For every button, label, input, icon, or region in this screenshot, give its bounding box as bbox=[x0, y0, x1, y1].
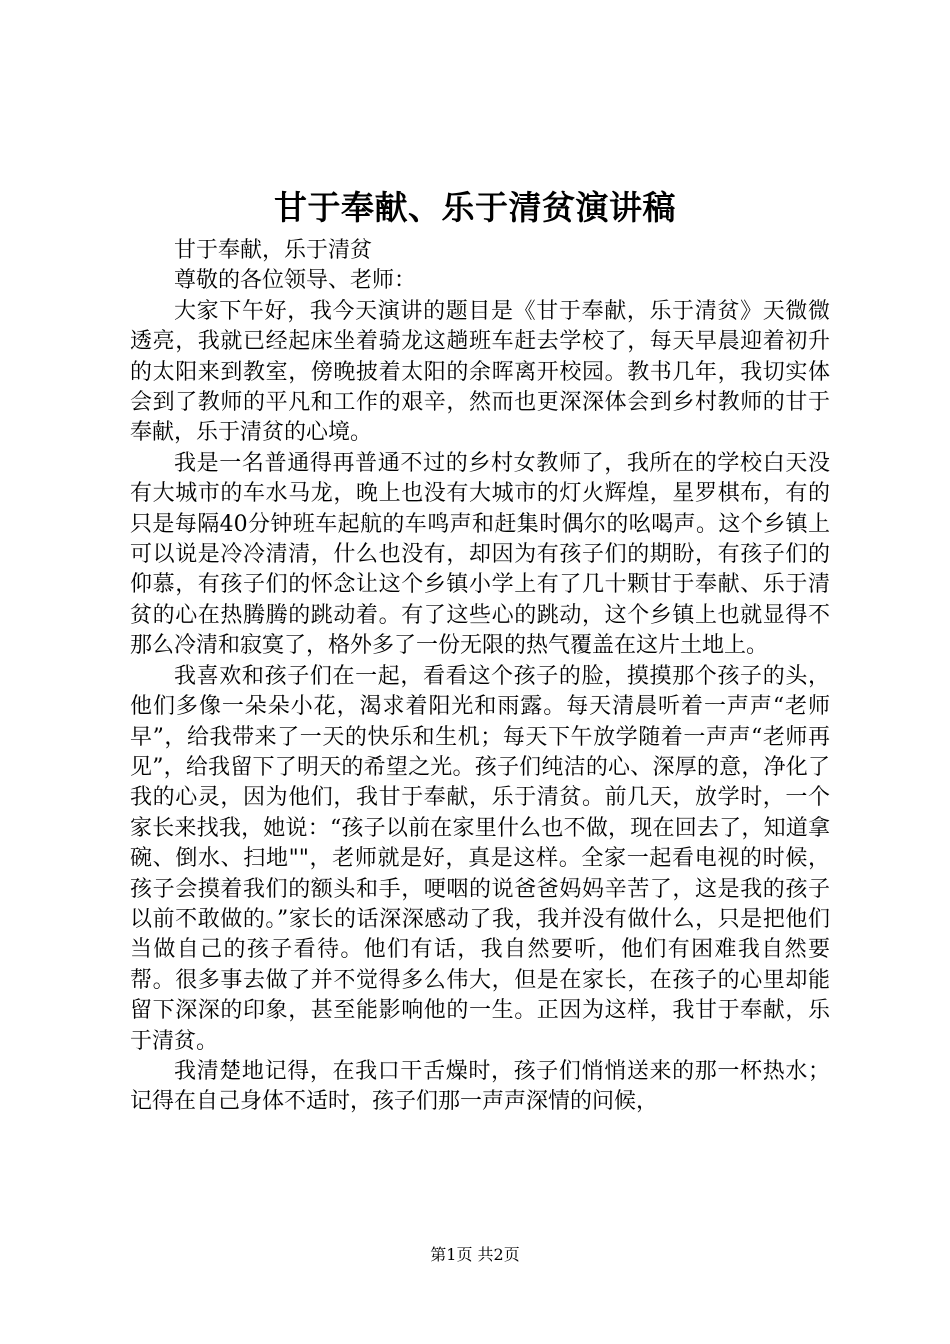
page-footer: 第1页 共2页 bbox=[430, 1245, 520, 1264]
paragraph: 我是一名普通得再普通不过的乡村女教师了，我所在的学校白天没有大城市的车水马龙，晚上也没有大城市的灯火辉煌，星罗棋布，有的只是每隔40分钟班车起航的车鸣声和赶集时偶尔的吆喝声。这个乡镇上可以说是冷冷清清，什么也没有，却因为有孩子们的期盼，有孩子们的仰慕，有孩子们的怀念让这个乡镇小学上有了几十颗甘于奉献、乐于清贫的心在热腾腾的跳动着。有了这些心的跳动，这个乡镇上也就显得不那么冷清和寂寞了，格外多了一份无限的热气覆盖在这片土地上。 bbox=[130, 450, 830, 659]
document-body bbox=[130, 236, 830, 1118]
paragraph: 我喜欢和孩子们在一起，看看这个孩子的脸，摸摸那个孩子的头，他们多像一朵朵小花，渴求着阳光和雨露。每天清晨听着一声声“老师早”，给我带来了一天的快乐和生机；每天下午放学随着一声声“老师再见”，给我留下了明天的希望之光。孩子们纯洁的心、深厚的意，净化了我的心灵，因为他们，我甘于奉献，乐于清贫。前几天，放学时，一个家长来找我，她说：“孩子以前在家里什么也不做，现在回去了，知道拿碗、倒水、扫地""，老师就是好，真是这样。全家一起看电视的时候，孩子会摸着我们的额头和手，哽咽的说爸爸妈妈辛苦了，这是我的孩子以前不敢做的。”家长的话深深感动了我，我并没有做什么，只是把他们当做自己的孩子看待。他们有话，我自然要听，他们有困难我自然要帮。很多事去做了并不觉得多么伟大，但是在家长，在孩子的心里却能留下深深的印象，甚至能影响他的一生。正因为这样，我甘于奉献，乐于清贫。 bbox=[130, 663, 830, 1054]
document-title: 甘于奉献、乐于清贫演讲稿 bbox=[274, 188, 676, 227]
paragraph-heading: 甘于奉献，乐于清贫 bbox=[174, 238, 373, 263]
paragraph-salutation: 尊敬的各位领导、老师： bbox=[174, 268, 417, 294]
paragraph: 大家下午好，我今天演讲的题目是《甘于奉献，乐于清贫》天微微透亮，我就已经起床坐着骑龙这趟班车赶去学校了，每天早晨迎着初升的太阳来到教室，傍晚披着太阳的余晖离开校园。教书几年，我切实体会到了教师的平凡和工作的艰辛，然而也更深深体会到乡村教师的甘于奉献，乐于清贫的心境。 bbox=[130, 298, 830, 446]
paragraph: 我清楚地记得，在我口干舌燥时，孩子们悄悄送来的那一杯热水；记得在自己身体不适时，孩子们那一声声深情的问候， bbox=[130, 1058, 830, 1115]
